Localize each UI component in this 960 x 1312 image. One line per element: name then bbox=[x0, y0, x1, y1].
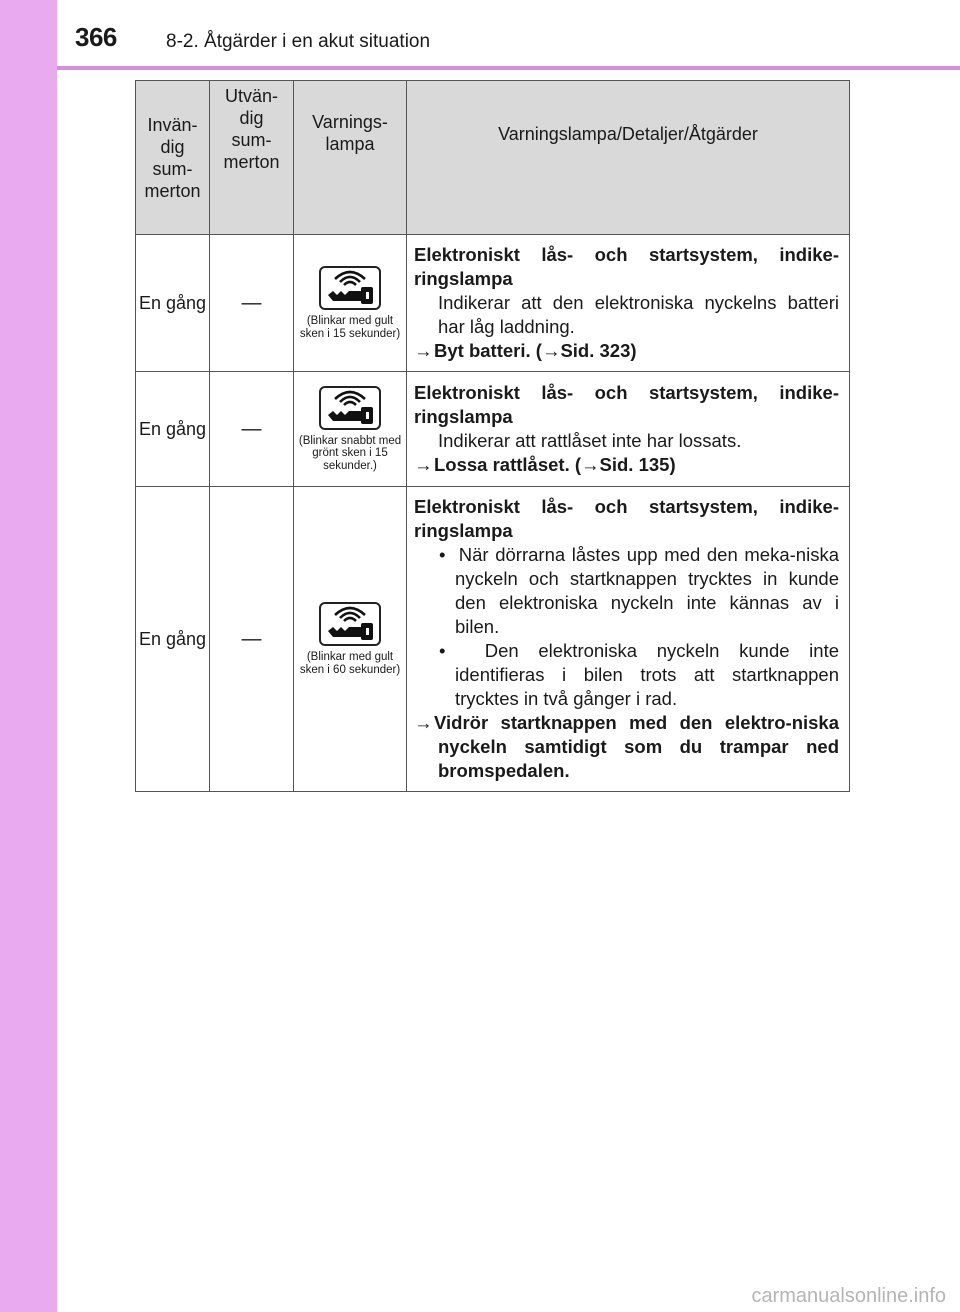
external-buzzer-cell: — bbox=[210, 487, 294, 792]
page-ref-link[interactable]: Sid. 135) bbox=[599, 454, 676, 475]
warning-lamp-cell bbox=[294, 372, 407, 487]
detail-text: Indikerar att den elektroniska nyckelns batteri har låg laddning. bbox=[438, 292, 839, 337]
internal-buzzer-cell: En gång bbox=[136, 487, 210, 792]
lamp-caption: (Blinkar snabbt med grönt sken i 15 sekunder.) bbox=[298, 434, 402, 472]
details-cell bbox=[407, 235, 850, 372]
header-internal-buzzer: Invän- dig sum- merton bbox=[136, 81, 210, 235]
details-cell bbox=[407, 487, 850, 792]
table-row bbox=[136, 372, 850, 487]
detail-bullet: • När dörrarna låstes upp med den meka-niska nyckeln och startknappen trycktes in kunde den elektroniska nyckeln inte kännas av i bilen. bbox=[439, 544, 839, 637]
external-buzzer-cell: — bbox=[210, 235, 294, 372]
header-external-buzzer: Utvän- dig sum- merton bbox=[210, 81, 294, 235]
detail-text: Indikerar att rattlåset inte har lossats. bbox=[438, 430, 742, 451]
warning-table bbox=[135, 80, 850, 792]
external-buzzer-cell: — bbox=[210, 372, 294, 487]
arrow-icon: → bbox=[414, 454, 433, 475]
detail-bullet: • Den elektroniska nyckeln kunde inte identifieras i bilen trots att startknappen trycktes in två gånger i rad. bbox=[439, 640, 839, 709]
table-row bbox=[136, 235, 850, 372]
detail-title: Elektroniskt lås- och startsystem, indike-ringslampa bbox=[414, 496, 839, 541]
lamp-caption: (Blinkar med gult sken i 15 sekunder) bbox=[299, 315, 401, 340]
header-warning-lamp: Varnings- lampa bbox=[294, 81, 407, 235]
section-title: 8-2. Åtgärder i en akut situation bbox=[166, 31, 431, 52]
page-ref-link[interactable]: Sid. 323) bbox=[560, 340, 637, 361]
detail-action: →Byt batteri. (→Sid. 323) bbox=[414, 340, 637, 361]
page-number: 366 bbox=[75, 22, 117, 52]
side-color-strip bbox=[0, 0, 57, 1312]
header-details: Varningslampa/Detaljer/Åtgärder bbox=[407, 81, 850, 235]
smart-key-icon bbox=[319, 386, 381, 430]
smart-key-icon bbox=[319, 602, 381, 646]
arrow-icon: → bbox=[414, 712, 433, 733]
smart-key-icon bbox=[319, 266, 381, 310]
table-header-row bbox=[136, 81, 850, 235]
arrow-icon: → bbox=[414, 340, 433, 361]
internal-buzzer-cell: En gång bbox=[136, 235, 210, 372]
arrow-icon: → bbox=[581, 454, 600, 475]
detail-title: Elektroniskt lås- och startsystem, indike-ringslampa bbox=[414, 382, 839, 427]
detail-title: Elektroniskt lås- och startsystem, indike-ringslampa bbox=[414, 244, 839, 289]
internal-buzzer-cell: En gång bbox=[136, 372, 210, 487]
warning-lamp-cell bbox=[294, 487, 407, 792]
watermark: carmanualsonline.info bbox=[751, 1285, 946, 1307]
lamp-caption: (Blinkar med gult sken i 60 sekunder) bbox=[299, 651, 401, 676]
details-cell bbox=[407, 372, 850, 487]
header-rule bbox=[57, 66, 960, 70]
arrow-icon: → bbox=[541, 340, 561, 361]
warning-lamp-cell bbox=[294, 235, 407, 372]
detail-action: →Vidrör startknappen med den elektro-niska nyckeln samtidigt som du trampar ned bromspedalen. bbox=[414, 712, 839, 781]
table-row bbox=[136, 487, 850, 792]
detail-action: →Lossa rattlåset. (→Sid. 135) bbox=[414, 454, 676, 475]
